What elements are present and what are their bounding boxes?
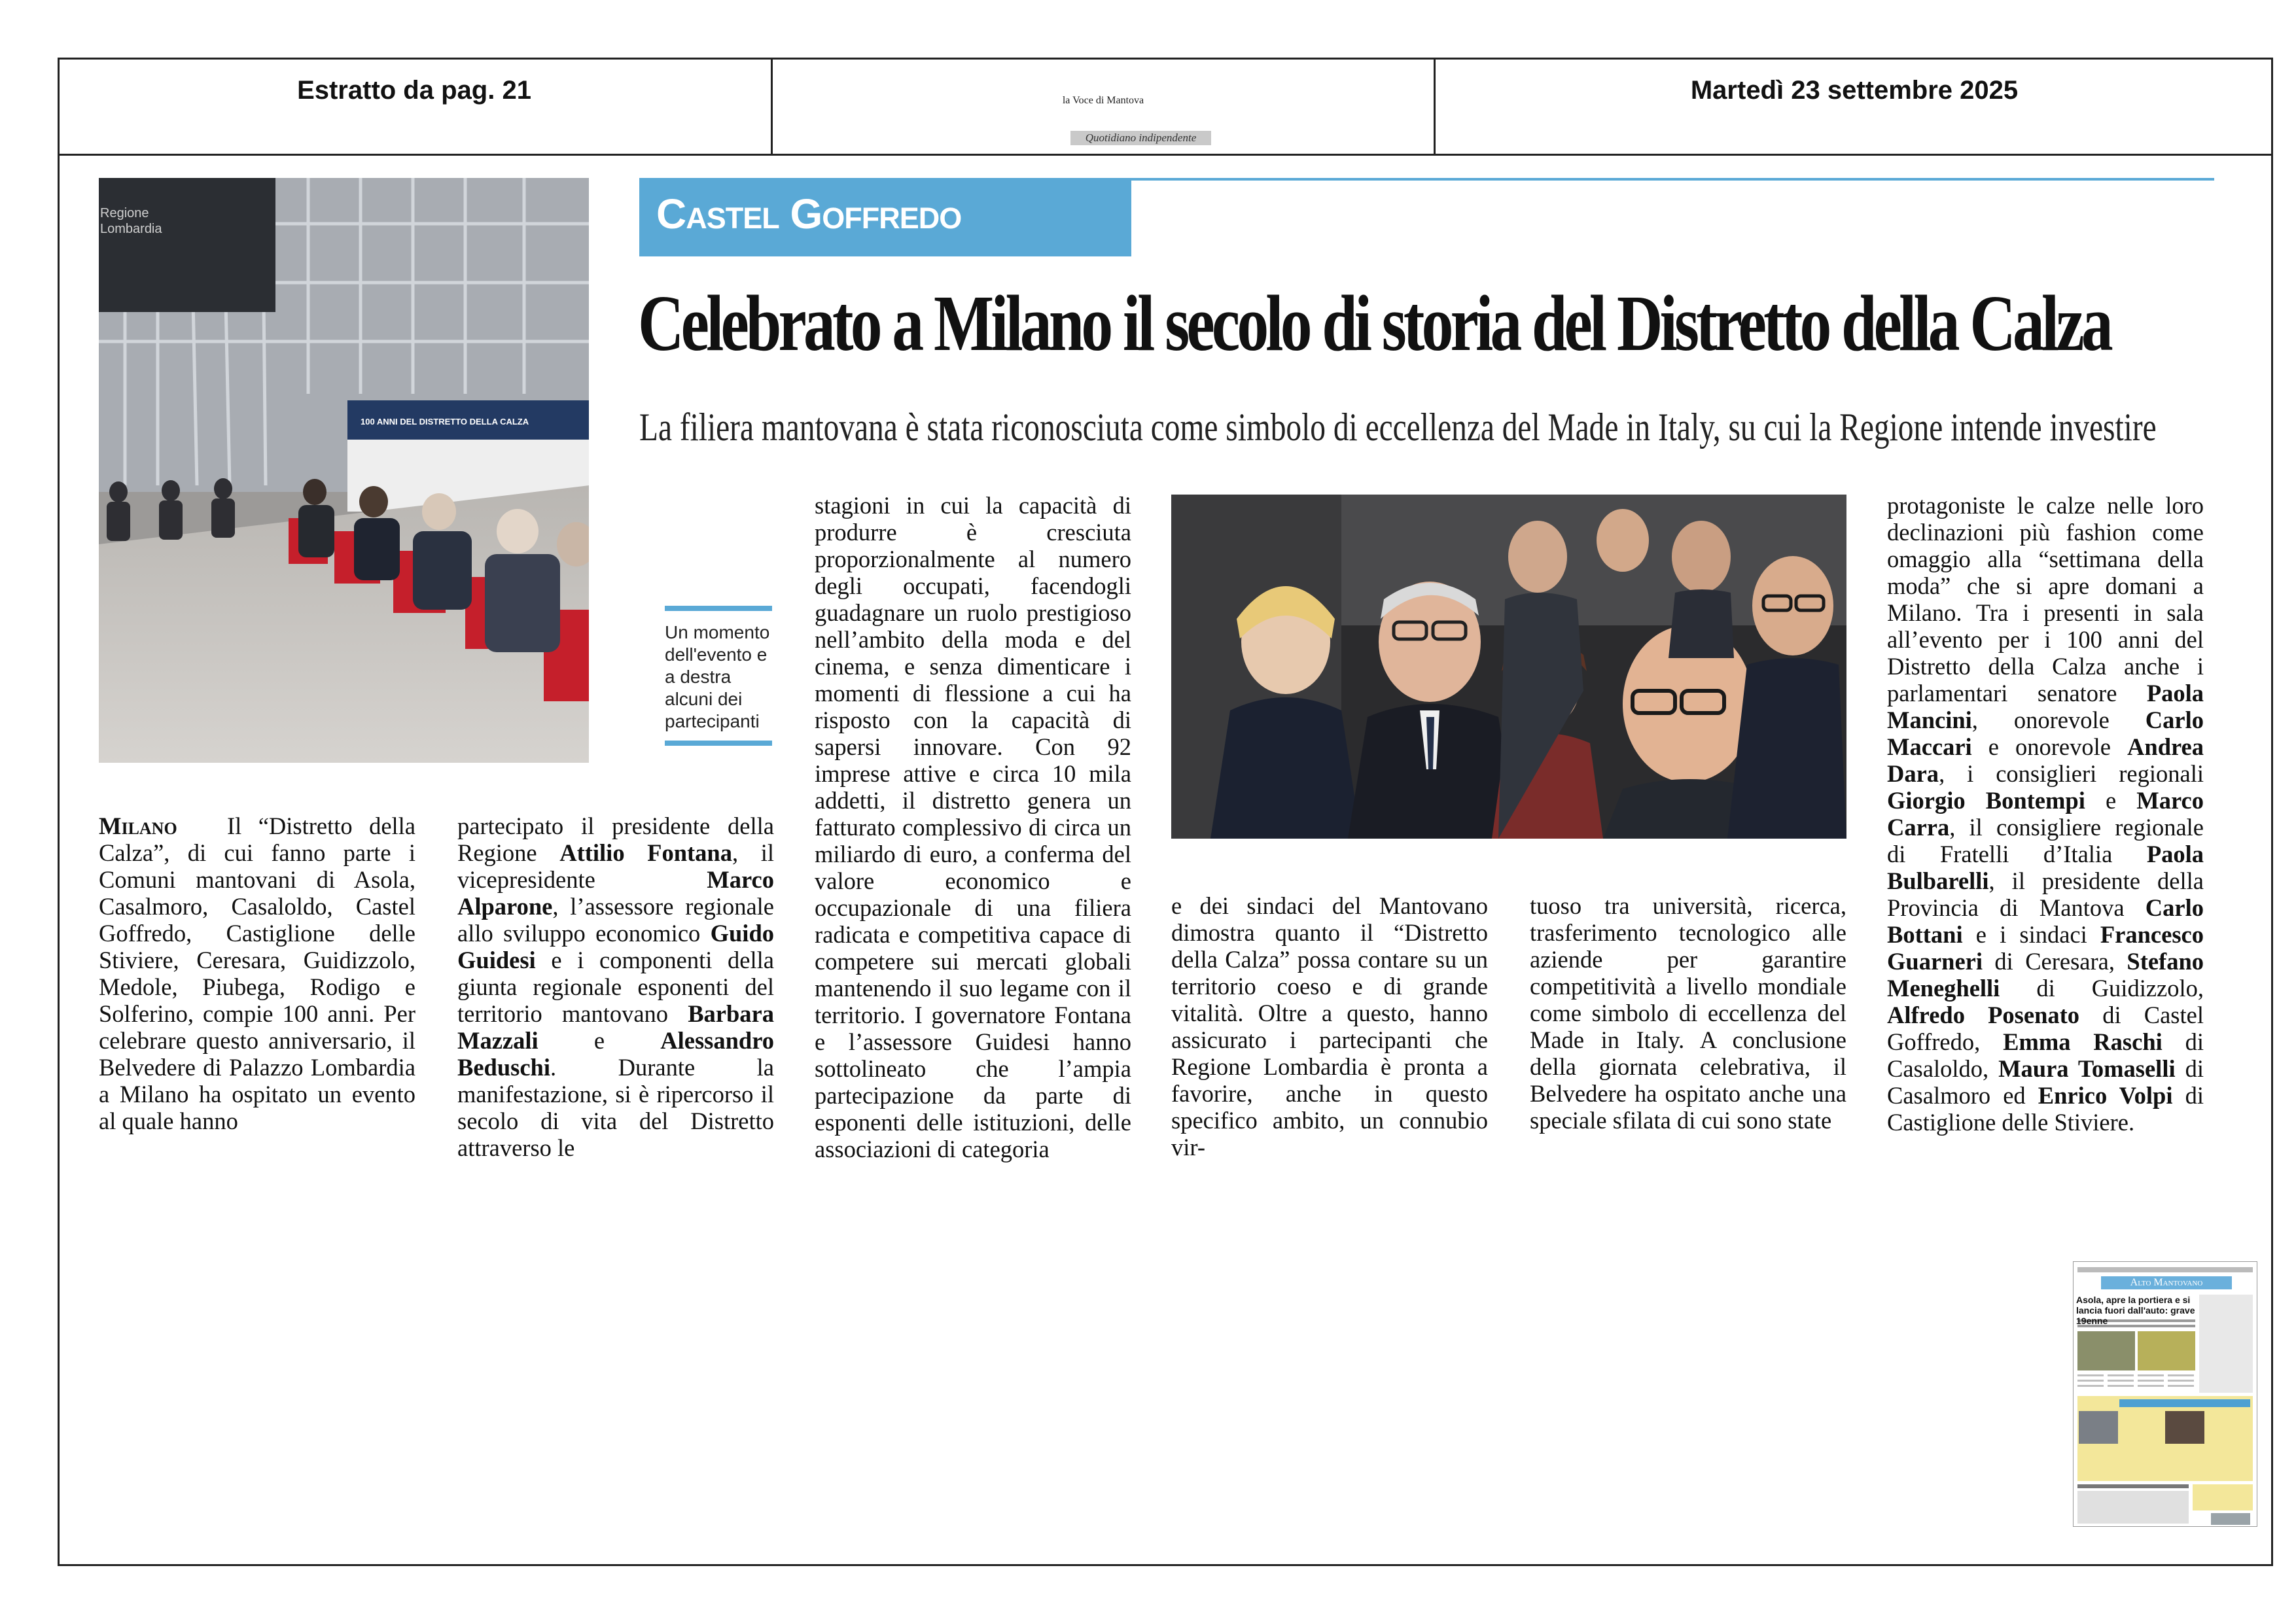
logo-tagline: Quotidiano indipendente	[1070, 131, 1211, 145]
event-banner: 100 ANNI DEL DISTRETTO DELLA CALZA	[361, 417, 529, 427]
logo-voce: Voce	[1072, 95, 1093, 106]
issue-date: Martedì 23 settembre 2025	[1690, 76, 2019, 105]
name-maura-tomaselli: Maura Tomaselli	[1998, 1055, 2176, 1082]
article-column-3	[815, 492, 1131, 1162]
name-alfredo-posenato: Alfredo Posenato	[1887, 1002, 2080, 1028]
kicker-text: Castel Goffredo	[656, 190, 962, 237]
col6-text-a: protagoniste le calze nelle loro declinazioni più fashion come omaggio alla “settimana della moda” che si apre domani a Milano. Tra i presenti in sala all’evento per i 100 anni del Distretto della Calza anche i parlamentari senatore	[1887, 492, 2204, 707]
name-enrico-volpi: Enrico Volpi	[2038, 1082, 2173, 1109]
event-hall-photo	[99, 178, 589, 763]
article-column-2	[457, 812, 774, 1161]
section-kicker	[639, 178, 1131, 256]
name-emma-raschi: Emma Raschi	[2003, 1028, 2163, 1055]
name-stefano-meneghelli: Stefano Meneghelli	[1887, 948, 2204, 1002]
col2-text-e: e	[538, 1027, 661, 1054]
header-left-cell	[58, 58, 771, 154]
col2-text-b: , il vicepresidente	[457, 839, 774, 893]
photo-caption	[665, 606, 779, 746]
column-4-text: e dei sindaci del Mantovano dimostra quanto il “Distretto della Calza” possa contare su un territorio coeso e di grande vitalità. Oltre a questo, hanno assicurato i partecipanti che Regione Lombardia è pronta a favorire, anche in questo specifico ambito, un connubio vir-	[1171, 892, 1488, 1161]
name-alessandro-beduschi: Alessandro Beduschi	[457, 1027, 774, 1081]
newspaper-logo	[773, 68, 1434, 133]
article-column-1	[99, 812, 415, 1134]
page-extract-label: Estratto da pag. 21	[297, 76, 531, 105]
page-thumbnail	[2073, 1261, 2257, 1527]
caption-bar-bottom	[665, 741, 772, 746]
article-dateline: Milano	[99, 812, 177, 839]
col6-text-g: , il presidente della Provincia di Mantova	[1887, 867, 2204, 921]
col6-text-m: di Casalmoro ed	[1887, 1055, 2204, 1109]
article-subheadline: La filiera mantovana è stata riconosciuta come simbolo di eccellenza del Made in Italy, su cui la Regione intende investire	[639, 406, 2157, 449]
header-logo-cell	[771, 58, 1434, 154]
name-francesco-guarneri: Francesco Guarneri	[1887, 921, 2204, 975]
name-paola-mancini: Paola Mancini	[1887, 680, 2204, 733]
col6-text-k: di Castel Goffredo,	[1887, 1002, 2204, 1055]
name-attilio-fontana: Attilio Fontana	[559, 839, 732, 866]
column-3-text: stagioni in cui la capacità di produrre è cresciuta proporzionalmente al numero degli occupati, facendogli guadagnare un ruolo prestigioso nell’ambito della moda e del cinema, e senza dimenticare i momenti di flessione a cui ha risposto con la capacità di sapersi innovare. Con 92 imprese attive e circa 10 mila addetti, il distretto genera un fatturato complessivo di circa un miliardo di euro, a conferma del valore economico e occupazionale di una filiera radicata e competitiva capace di competere sui mercati globali mantenendo il suo legame con il territorio. I governatore Fontana e l’assessore Guidesi hanno sottolineato che l’ampia partecipazione da parte di esponenti delle istituzioni, delle associazioni di categoria	[815, 492, 1131, 1162]
thumbnail-headline: Asola, apre la portiera e si lancia fuori dall'auto: grave 19enne	[2076, 1295, 2195, 1326]
name-paola-bulbarelli: Paola Bulbarelli	[1887, 841, 2204, 894]
name-andrea-dara: Andrea Dara	[1887, 733, 2204, 787]
column-1-text: Il “Distretto della Calza”, di cui fanno parte i Comuni mantovani di Asola, Casalmoro, Casaloldo, Castel Goffredo, Castiglione delle Stiviere, Ceresara, Guidizzolo, Medole, Piubega, Rodigo e Solferino, compie 100 anni. Per celebrare questo anniversario, il Belvedere di Palazzo Lombardia a Milano ha ospitato un evento al quale hanno	[99, 812, 416, 1134]
name-carlo-bottani: Carlo Bottani	[1887, 894, 2204, 948]
article-column-6	[1887, 492, 2204, 1136]
name-giorgio-bontempi: Giorgio Bontempi	[1887, 787, 2085, 814]
logo-di: di	[1095, 95, 1104, 106]
caption-bar-top	[665, 606, 772, 611]
participants-photo	[1171, 495, 1846, 839]
article-headline: Celebrato a Milano il secolo di storia del Distretto della Calza	[638, 279, 2110, 368]
col2-text-a: partecipato il presidente della Regione	[457, 812, 774, 866]
col6-text-i: di Ceresara,	[1982, 948, 2127, 975]
col6-text-l: di Casaloldo,	[1887, 1028, 2204, 1082]
col2-text-d: e i componenti della giunta regionale esponenti del territorio mantovano	[457, 947, 774, 1027]
name-marco-carra: Marco Carra	[1887, 787, 2204, 841]
caption-text: Un momento dell'evento e a destra alcuni dei partecipanti	[665, 622, 770, 731]
col6-text-b: , onorevole	[1971, 707, 2146, 733]
col6-text-h: e i sindaci	[1962, 921, 2100, 948]
name-guido-guidesi: Guido Guidesi	[457, 920, 774, 973]
col6-text-j: di Guidizzolo,	[2000, 975, 2204, 1002]
article-column-5	[1530, 892, 1846, 1134]
kicker-rule	[1131, 178, 2214, 181]
name-carlo-maccari: Carlo Maccari	[1887, 707, 2204, 760]
col6-text-c: e onorevole	[1971, 733, 2128, 760]
thumbnail-section-banner: Alto Mantovano	[2101, 1276, 2232, 1289]
col2-text-c: , l’assessore regionale allo sviluppo economico	[457, 893, 774, 947]
article-column-4	[1171, 892, 1488, 1161]
clipping-header	[58, 58, 2273, 156]
col6-text-d: , i consiglieri regionali	[1939, 760, 2204, 787]
col6-text-f: , il consigliere regionale di Fratelli d’Italia	[1887, 814, 2204, 867]
col2-text-f: . Durante la manifestazione, si è ripercorso il secolo di vita del Distretto attraverso le	[457, 1054, 774, 1161]
column-5-text: tuoso tra università, ricerca, trasferimento tecnologico alle aziende per garantire competitività a livello mondiale come simbolo di eccellenza del Made in Italy. A conclusione della giornata celebrativa, il Belvedere ha ospitato anche una speciale sfilata di cui sono state	[1530, 892, 1846, 1134]
logo-la: la	[1062, 95, 1070, 106]
name-marco-alparone: Marco Alparone	[457, 866, 774, 920]
regione-sign: Regione Lombardia	[100, 206, 162, 236]
header-right-cell	[1434, 58, 2273, 154]
logo-mantova: Mantova	[1106, 95, 1144, 106]
name-barbara-mazzali: Barbara Mazzali	[457, 1000, 774, 1054]
col6-text-e: e	[2085, 787, 2137, 814]
col6-text-n: di Castiglione delle Stiviere.	[1887, 1082, 2204, 1136]
